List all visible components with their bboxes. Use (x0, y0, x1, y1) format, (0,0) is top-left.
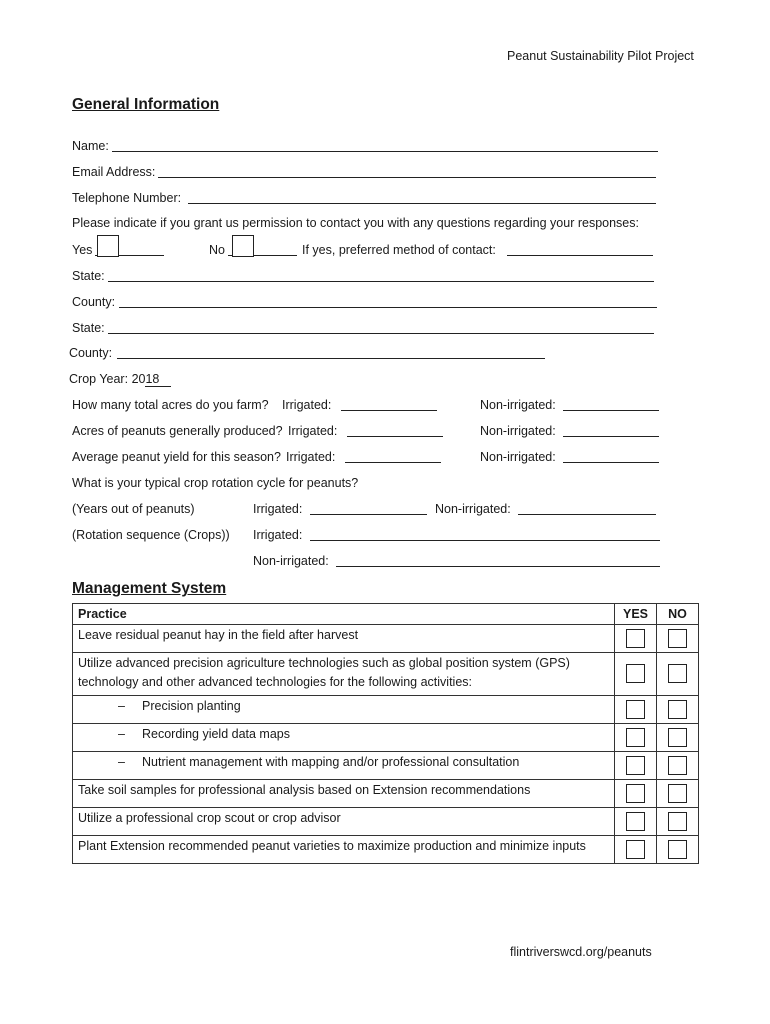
dash-bullet: – (118, 699, 125, 713)
table-row (73, 808, 699, 836)
row-4-no-checkbox[interactable] (668, 728, 687, 747)
table-row (73, 724, 699, 752)
state-field[interactable] (108, 281, 654, 282)
permission-yes-checkbox[interactable] (97, 235, 119, 257)
row-3-yes-checkbox[interactable] (626, 700, 645, 719)
years-out-nonirrigated-field[interactable] (518, 514, 656, 515)
phone-field[interactable] (188, 203, 656, 204)
sub-practice (78, 699, 241, 713)
crop-year-label (69, 372, 171, 387)
avg-yield-nonirrigated-label: Non-irrigated: (480, 450, 556, 464)
practice-text: Take soil samples for professional analysis based on Extension recommendations (73, 780, 615, 808)
county-label-2: County: (69, 346, 113, 360)
row-5-no-checkbox[interactable] (668, 756, 687, 775)
yes-label: Yes (72, 243, 93, 257)
crop-year-value[interactable]: 18 (145, 373, 171, 387)
crop-year-text: Crop Year: (69, 372, 129, 386)
sub-practice (78, 727, 290, 741)
name-label: Name: (72, 139, 109, 153)
row-8-yes-checkbox[interactable] (626, 840, 645, 859)
table-header-row (73, 604, 699, 625)
table-row (73, 836, 699, 864)
email-field[interactable] (158, 177, 656, 178)
rotation-nonirrigated-label: Non-irrigated: (253, 554, 329, 568)
management-practices-table (72, 603, 699, 864)
name-field[interactable] (112, 151, 658, 152)
yes-column-header: YES (615, 604, 657, 625)
table-row (73, 696, 699, 724)
practice-text: Nutrient management with mapping and/or professional consultation (142, 755, 520, 769)
permission-no-checkbox[interactable] (232, 235, 254, 257)
row-8-no-checkbox[interactable] (668, 840, 687, 859)
phone-label: Telephone Number: (72, 191, 182, 205)
preferred-contact-field[interactable] (507, 255, 653, 256)
years-out-irrigated-field[interactable] (310, 514, 427, 515)
rotation-irrigated-field[interactable] (310, 540, 660, 541)
preferred-contact-label: If yes, preferred method of contact: (302, 243, 496, 257)
dash-bullet: – (118, 755, 125, 769)
table-row (73, 625, 699, 653)
no-column-header: NO (657, 604, 699, 625)
email-label: Email Address: (72, 165, 156, 179)
state-label-2: State: (72, 321, 105, 335)
years-out-label: (Years out of peanuts) (72, 502, 195, 516)
avg-yield-irrigated-field[interactable] (345, 462, 441, 463)
table-row (73, 653, 699, 696)
practice-text: Plant Extension recommended peanut varieties to maximize production and minimize inputs (73, 836, 615, 864)
footer-url: flintriverswcd.org/peanuts (510, 945, 652, 959)
years-out-nonirrigated-label: Non-irrigated: (435, 502, 511, 516)
row-7-yes-checkbox[interactable] (626, 812, 645, 831)
practice-text: Leave residual peanut hay in the field after harvest (73, 625, 615, 653)
row-2-yes-checkbox[interactable] (626, 664, 645, 683)
row-1-no-checkbox[interactable] (668, 629, 687, 648)
permission-question: Please indicate if you grant us permission to contact you with any questions regarding your responses: (72, 216, 639, 230)
acres-peanuts-irrigated-label: Irrigated: (288, 424, 338, 438)
practice-text: Precision planting (142, 699, 241, 713)
avg-yield-question: Average peanut yield for this season? (72, 450, 281, 464)
row-2-no-checkbox[interactable] (668, 664, 687, 683)
management-system-heading: Management System (72, 580, 227, 597)
total-acres-question: How many total acres do you farm? (72, 398, 269, 412)
rotation-irrigated-label: Irrigated: (253, 528, 303, 542)
row-1-yes-checkbox[interactable] (626, 629, 645, 648)
row-6-no-checkbox[interactable] (668, 784, 687, 803)
row-6-yes-checkbox[interactable] (626, 784, 645, 803)
practice-text: Utilize a professional crop scout or crop advisor (73, 808, 615, 836)
acres-peanuts-question: Acres of peanuts generally produced? (72, 424, 283, 438)
sub-practice (78, 755, 519, 769)
rotation-question: What is your typical crop rotation cycle for peanuts? (72, 476, 359, 490)
row-5-yes-checkbox[interactable] (626, 756, 645, 775)
total-acres-nonirrigated-field[interactable] (563, 410, 659, 411)
avg-yield-irrigated-label: Irrigated: (286, 450, 336, 464)
rotation-sequence-label: (Rotation sequence (Crops)) (72, 528, 230, 542)
project-title: Peanut Sustainability Pilot Project (507, 49, 694, 63)
row-7-no-checkbox[interactable] (668, 812, 687, 831)
practice-text: Utilize advanced precision agriculture technologies such as global position system (GPS) technology and other advanced technologies for the following activities: (73, 653, 615, 696)
practice-text: Recording yield data maps (142, 727, 290, 741)
row-4-yes-checkbox[interactable] (626, 728, 645, 747)
rotation-nonirrigated-field[interactable] (336, 566, 660, 567)
acres-peanuts-irrigated-field[interactable] (347, 436, 443, 437)
total-acres-irrigated-field[interactable] (341, 410, 437, 411)
table-row (73, 752, 699, 780)
avg-yield-nonirrigated-field[interactable] (563, 462, 659, 463)
total-acres-irrigated-label: Irrigated: (282, 398, 332, 412)
table-row (73, 780, 699, 808)
acres-peanuts-nonirrigated-label: Non-irrigated: (480, 424, 556, 438)
state-field-2[interactable] (108, 333, 654, 334)
county-label: County: (72, 295, 116, 309)
crop-year-prefix: 20 (131, 372, 146, 386)
general-information-heading: General Information (72, 96, 220, 113)
total-acres-nonirrigated-label: Non-irrigated: (480, 398, 556, 412)
county-field[interactable] (119, 307, 657, 308)
years-out-irrigated-label: Irrigated: (253, 502, 303, 516)
practice-column-header: Practice (73, 604, 615, 625)
dash-bullet: – (118, 727, 125, 741)
county-field-2[interactable] (117, 358, 545, 359)
state-label: State: (72, 269, 105, 283)
no-label: No (209, 243, 225, 257)
acres-peanuts-nonirrigated-field[interactable] (563, 436, 659, 437)
row-3-no-checkbox[interactable] (668, 700, 687, 719)
